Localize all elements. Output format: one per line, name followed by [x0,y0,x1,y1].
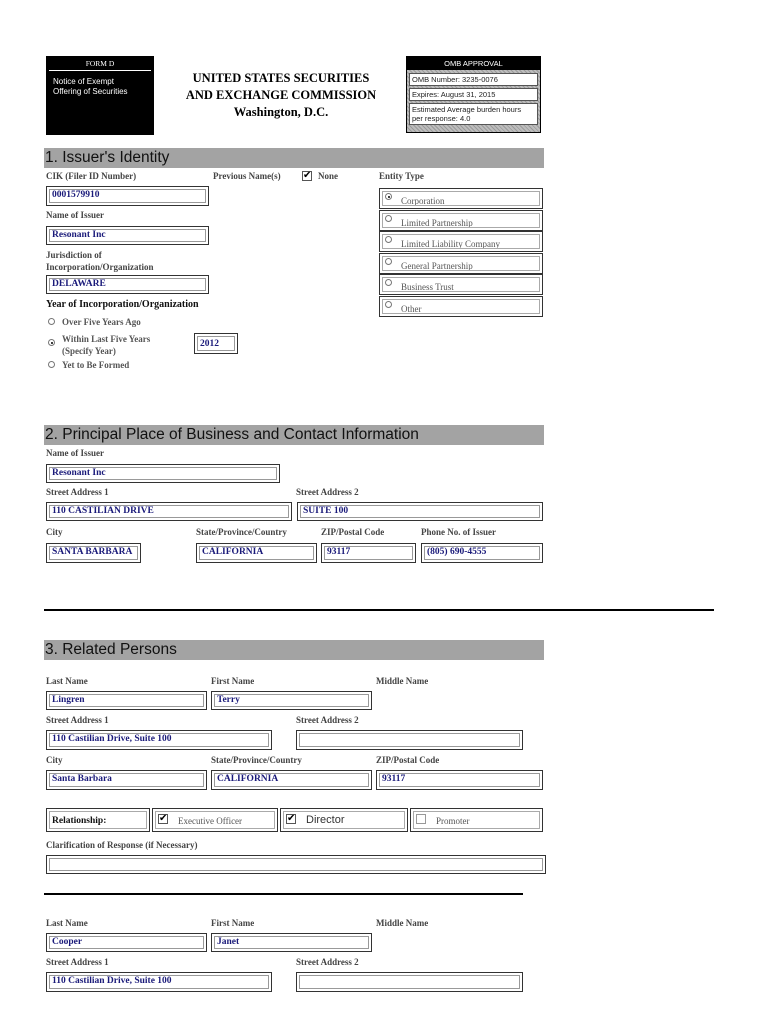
year-yet-to-form-label: Yet to Be Formed [62,360,130,370]
s2-phone-label: Phone No. of Issuer [421,527,497,537]
none-label: None [318,171,338,181]
year-value: 2012 [200,339,219,349]
s2-issuer-name-label: Name of Issuer [46,448,104,458]
p1-clarification-field[interactable] [46,855,546,874]
entity-type-bt-label: Business Trust [401,282,454,292]
issuer-name-label: Name of Issuer [46,210,104,220]
p1-promoter-checkbox[interactable] [416,814,426,824]
p2-first-name-value: Janet [217,937,240,947]
radio-empty-icon [385,215,392,222]
p1-state-field[interactable] [211,770,372,790]
year-within-five-label-2: (Specify Year) [62,346,116,356]
year-within-five-label-1: Within Last Five Years [62,334,151,344]
s2-state-label: State/Province/Country [196,527,287,537]
previous-names-label: Previous Name(s) [213,171,281,181]
issuer-name-value: Resonant Inc [52,230,106,240]
omb-burden-line-2: per response: 4.0 [412,114,471,123]
s2-zip-label: ZIP/Postal Code [321,527,385,537]
s2-street2-field[interactable] [297,502,543,521]
p1-street1-field[interactable] [46,730,272,750]
entity-type-llc[interactable] [379,231,543,252]
none-checkbox[interactable] [302,171,312,181]
p1-relationship-cell [46,808,150,832]
p2-street1-label: Street Address 1 [46,957,109,967]
cik-label: CIK (Filer ID Number) [46,171,137,181]
person-divider [44,893,523,895]
p1-promoter-cell[interactable] [410,808,543,832]
year-label: Year of Incorporation/Organization [46,299,199,310]
section-divider [44,609,714,611]
s2-state-field[interactable] [196,543,317,563]
p1-last-name-label: Last Name [46,676,88,686]
s2-street1-value: 110 CASTILIAN DRIVE [52,506,154,516]
p1-zip-field[interactable] [376,770,543,790]
year-over-five-label: Over Five Years Ago [62,317,141,327]
omb-title: OMB APPROVAL [407,57,540,70]
check-mark-icon: ✔ [303,170,312,181]
issuer-name-field[interactable] [46,226,209,245]
entity-type-corporation[interactable] [379,188,543,209]
p1-promoter-label: Promoter [436,816,470,826]
p1-exec-officer-checkbox[interactable] [158,814,168,824]
p1-first-name-value: Terry [217,695,240,705]
year-over-five-radio[interactable] [48,318,55,325]
cik-value: 0001579910 [52,190,100,200]
entity-type-gp-label: General Partnership [401,261,473,271]
year-field[interactable] [194,333,238,354]
entity-type-other[interactable] [379,296,543,317]
p1-last-name-value: Lingren [52,695,85,705]
p2-last-name-value: Cooper [52,937,83,947]
s2-city-field[interactable] [46,543,141,563]
check-mark-icon: ✔ [159,813,168,824]
p1-director-label: Director [306,814,345,826]
jurisdiction-label-2: Incorporation/Organization [46,262,154,272]
form-d-desc-2: Offering of Securities [53,87,128,96]
section-3-header [44,640,544,660]
section-3-title: 3. Related Persons [45,641,177,658]
cik-field[interactable] [46,186,209,206]
p1-relationship-label: Relationship: [52,816,107,826]
entity-type-business-trust[interactable] [379,274,543,295]
radio-empty-icon [385,236,392,243]
p1-first-name-field[interactable] [211,691,372,710]
p2-middle-name-label: Middle Name [376,918,429,928]
omb-expires: Expires: August 31, 2015 [409,88,538,101]
jurisdiction-label-1: Jurisdiction of [46,250,102,260]
p1-middle-name-label: Middle Name [376,676,429,686]
form-d-title: FORM D [85,59,115,68]
entity-type-label: Entity Type [379,171,424,181]
s2-issuer-name-value: Resonant Inc [52,468,106,478]
p1-city-value: Santa Barbara [52,774,112,784]
s2-street1-label: Street Address 1 [46,487,109,497]
agency-line-2: AND EXCHANGE COMMISSION [185,88,377,102]
omb-number: OMB Number: 3235-0076 [409,73,538,86]
p2-first-name-label: First Name [211,918,255,928]
p1-last-name-field[interactable] [46,691,207,710]
entity-type-limited-partnership[interactable] [379,210,543,231]
section-2-header [44,425,544,445]
p1-state-label: State/Province/Country [211,755,302,765]
p2-street2-field[interactable] [296,972,523,992]
agency-line-1: UNITED STATES SECURITIES [192,71,370,85]
entity-type-other-label: Other [401,304,422,314]
p1-director-checkbox[interactable] [286,814,296,824]
p2-first-name-field[interactable] [211,933,372,952]
jurisdiction-label [46,249,154,273]
agency-title [166,70,396,121]
p1-city-label: City [46,755,63,765]
section-1-title: 1. Issuer's Identity [45,149,170,166]
s2-city-label: City [46,527,63,537]
p2-street1-field[interactable] [46,972,272,992]
s2-zip-field[interactable] [321,543,416,563]
p1-state-value: CALIFORNIA [217,774,279,784]
entity-type-llc-label: Limited Liability Company [401,239,500,249]
radio-empty-icon [385,258,392,265]
p2-last-name-field[interactable] [46,933,207,952]
s2-issuer-name-field[interactable] [46,464,280,483]
p1-city-field[interactable] [46,770,207,790]
p1-street1-label: Street Address 1 [46,715,109,725]
p1-clarification-label: Clarification of Response (if Necessary) [46,840,198,850]
p1-exec-officer-label: Executive Officer [178,816,243,826]
p1-street2-field[interactable] [296,730,523,750]
p2-last-name-label: Last Name [46,918,88,928]
agency-line-3: Washington, D.C. [233,105,329,119]
p1-first-name-label: First Name [211,676,255,686]
s2-phone-value: (805) 690-4555 [427,547,487,557]
jurisdiction-value: DELAWARE [52,279,106,289]
year-yet-to-form-radio[interactable] [48,361,55,368]
section-1-header [44,148,544,168]
p1-zip-value: 93117 [382,774,406,784]
check-mark-icon: ✔ [287,813,296,824]
s2-street1-field[interactable] [46,502,292,521]
entity-type-corporation-label: Corporation [401,196,445,206]
s2-phone-field[interactable] [421,543,543,563]
form-d-box [46,56,154,135]
radio-empty-icon [385,301,392,308]
s2-state-value: CALIFORNIA [202,547,264,557]
entity-type-lp-label: Limited Partnership [401,218,473,228]
radio-empty-icon [385,279,392,286]
p1-director-cell[interactable] [280,808,408,832]
p2-street2-label: Street Address 2 [296,957,359,967]
omb-burden [409,103,538,125]
form-d-desc-1: Notice of Exempt [53,77,114,86]
year-within-five-label [62,333,150,357]
s2-city-value: SANTA BARBARA [52,547,133,557]
s2-street2-label: Street Address 2 [296,487,359,497]
year-within-five-radio[interactable] [48,339,55,346]
omb-burden-line-1: Estimated Average burden hours [412,105,522,114]
entity-type-general-partnership[interactable] [379,253,543,274]
p1-zip-label: ZIP/Postal Code [376,755,440,765]
radio-filled-icon [385,193,392,200]
p1-street1-value: 110 Castilian Drive, Suite 100 [52,734,172,744]
jurisdiction-field[interactable] [46,275,209,294]
p1-street2-label: Street Address 2 [296,715,359,725]
p2-street1-value: 110 Castilian Drive, Suite 100 [52,976,172,986]
s2-zip-value: 93117 [327,547,351,557]
p1-exec-officer-cell[interactable] [152,808,278,832]
section-2-title: 2. Principal Place of Business and Contact Information [45,426,419,443]
omb-approval-box [406,56,541,133]
s2-street2-value: SUITE 100 [303,506,349,516]
